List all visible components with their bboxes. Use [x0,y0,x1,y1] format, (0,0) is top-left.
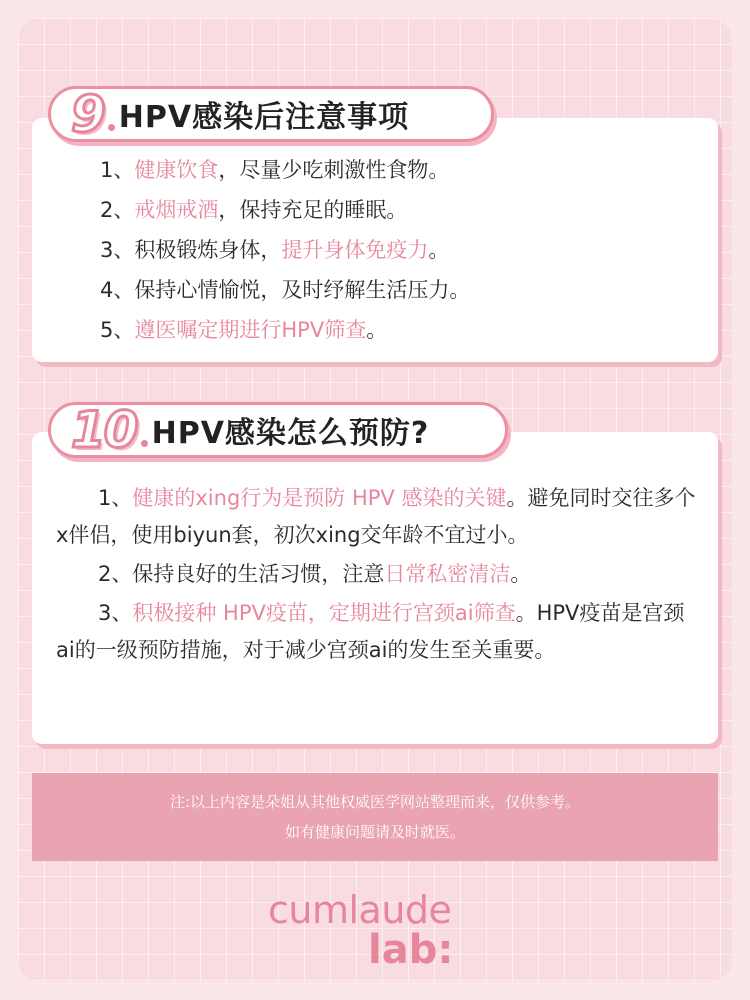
section10-title: HPV感染怎么预防? [151,416,430,451]
paragraph: 1、健康的xing行为是预防 HPV 感染的关键。避免同时交往多个x伴侣，使用biyun套，初次xing交年龄不宜过小。 [56,486,696,547]
section10-header [48,402,508,458]
logo-text-bottom: lab: [368,927,454,973]
section10-number: 10 [71,401,137,459]
list-item: 4、保持心情愉悦，及时纾解生活压力。 [100,278,471,302]
paragraph: 3、积极接种 HPV疫苗，定期进行宫颈ai筛查。HPV疫苗是宫颈ai的一级预防措施，对于减少宫颈ai的发生至关重要。 [56,601,685,662]
section9-header [48,86,494,142]
section9-title: HPV感染后注意事项 [118,100,410,135]
list-item: 3、积极锻炼身体，提升身体免疫力。 [100,238,450,262]
list-item: 5、遵医嘱定期进行HPV筛查。 [100,318,388,342]
dot-icon [141,440,148,447]
section9-list [100,150,470,350]
section9-number: 9 [71,85,104,143]
dot-icon [108,124,115,131]
logo-text-top: cumlaude [268,888,452,932]
brand-logo [268,888,488,973]
paragraph: 2、保持良好的生活习惯，注意日常私密清洁。 [98,562,532,586]
note-line: 注:以上内容是朵姐从其他权威医学网站整理而来，仅供参考。 [169,793,581,811]
note-line: 如有健康问题请及时就医。 [284,823,465,841]
list-item: 2、戒烟戒酒，保持充足的睡眠。 [100,198,408,222]
list-item: 1、健康饮食，尽量少吃刺激性食物。 [100,158,450,182]
section10-paragraphs [56,480,696,671]
disclaimer-note [32,773,718,861]
